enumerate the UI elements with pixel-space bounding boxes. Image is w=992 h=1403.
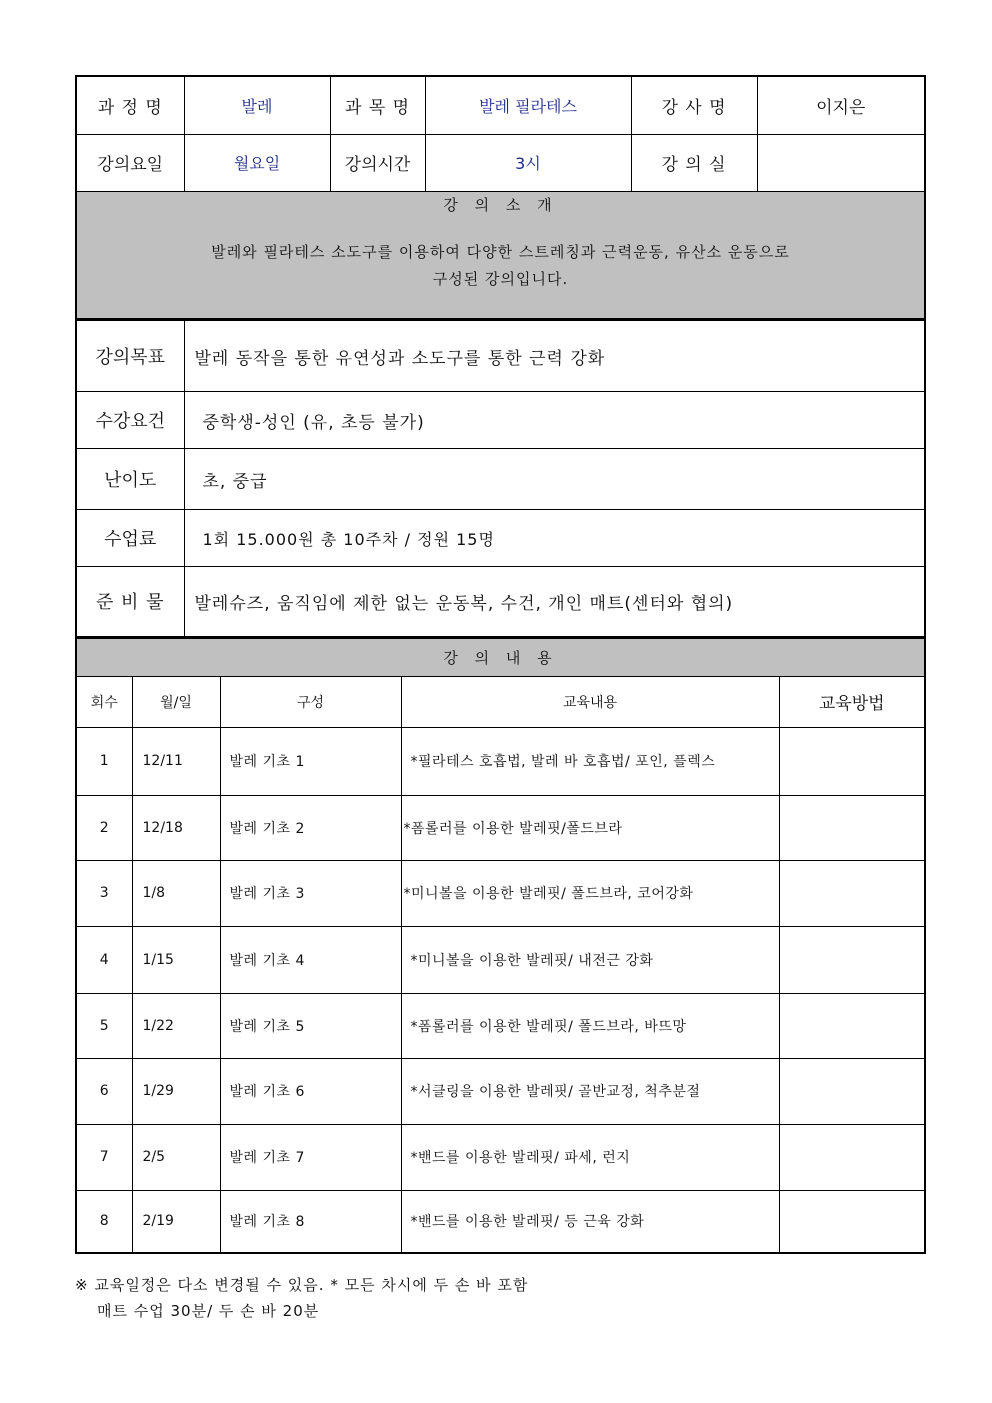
day-value: 월요일 bbox=[184, 134, 330, 191]
row-date: 1/29 bbox=[132, 1058, 220, 1124]
header-part: 구성 bbox=[220, 676, 401, 727]
materials-value: 발레슈즈, 움직임에 제한 없는 운동복, 수건, 개인 매트(센터와 협의) bbox=[184, 567, 925, 637]
row-date: 2/5 bbox=[132, 1124, 220, 1190]
row-no: 3 bbox=[76, 860, 132, 926]
materials-label: 준 비 물 bbox=[76, 567, 184, 637]
row-desc: *밴드를 이용한 발레핏/ 파세, 런지 bbox=[401, 1124, 779, 1190]
fee-value: 1회 15.000원 총 10주차 / 정원 15명 bbox=[184, 510, 925, 567]
table-row bbox=[76, 727, 925, 795]
table-row bbox=[76, 795, 925, 860]
requirement-label: 수강요건 bbox=[76, 392, 184, 449]
course-value: 발레 bbox=[184, 76, 330, 134]
row-method bbox=[779, 1124, 925, 1190]
row-desc: *미니볼을 이용한 발레핏/ 폴드브라, 코어강화 bbox=[401, 860, 779, 926]
row-part: 발레 기초 8 bbox=[220, 1190, 401, 1253]
intro-section bbox=[76, 191, 925, 319]
table-row bbox=[76, 993, 925, 1058]
row-method bbox=[779, 1190, 925, 1253]
row-desc: *필라테스 호흡법, 발레 바 호흡법/ 포인, 플렉스 bbox=[401, 727, 779, 795]
row-method bbox=[779, 993, 925, 1058]
content-table bbox=[75, 638, 926, 1255]
row-desc: *미니볼을 이용한 발레핏/ 내전근 강화 bbox=[401, 926, 779, 993]
instructor-value: 이지은 bbox=[757, 76, 925, 134]
row-date: 1/8 bbox=[132, 860, 220, 926]
intro-title: 강 의 소 개 bbox=[443, 195, 558, 214]
difficulty-value: 초, 중급 bbox=[184, 449, 925, 510]
row-part: 발레 기초 4 bbox=[220, 926, 401, 993]
row-part: 발레 기초 3 bbox=[220, 860, 401, 926]
course-label: 과 정 명 bbox=[76, 76, 184, 134]
row-no: 5 bbox=[76, 993, 132, 1058]
row-method bbox=[779, 1058, 925, 1124]
row-method bbox=[779, 727, 925, 795]
table-row bbox=[76, 860, 925, 926]
intro-line-2: 구성된 강의입니다. bbox=[432, 269, 569, 288]
row-date: 12/11 bbox=[132, 727, 220, 795]
row-desc: *폼롤러를 이용한 발레핏/ 폴드브라, 바뜨망 bbox=[401, 993, 779, 1058]
room-label: 강 의 실 bbox=[631, 134, 757, 191]
row-no: 6 bbox=[76, 1058, 132, 1124]
row-date: 1/22 bbox=[132, 993, 220, 1058]
row-desc: *서클링을 이용한 발레핏/ 골반교정, 척추분절 bbox=[401, 1058, 779, 1124]
row-method bbox=[779, 795, 925, 860]
info-table bbox=[75, 320, 926, 638]
intro-line-1: 발레와 필라테스 소도구를 이용하여 다양한 스트레칭과 근력운동, 유산소 운동으로 bbox=[211, 242, 790, 261]
row-method bbox=[779, 860, 925, 926]
table-row bbox=[76, 1190, 925, 1253]
goal-value: 발레 동작을 통한 유연성과 소도구를 통한 근력 강화 bbox=[184, 321, 925, 392]
header-table bbox=[75, 75, 926, 320]
content-title: 강 의 내 용 bbox=[76, 638, 925, 676]
subject-label: 과 목 명 bbox=[330, 76, 425, 134]
row-part: 발레 기초 1 bbox=[220, 727, 401, 795]
row-date: 2/19 bbox=[132, 1190, 220, 1253]
row-method bbox=[779, 926, 925, 993]
row-no: 4 bbox=[76, 926, 132, 993]
row-part: 발레 기초 2 bbox=[220, 795, 401, 860]
table-row bbox=[76, 1058, 925, 1124]
row-no: 8 bbox=[76, 1190, 132, 1253]
row-no: 2 bbox=[76, 795, 132, 860]
goal-label: 강의목표 bbox=[76, 321, 184, 392]
instructor-label: 강 사 명 bbox=[631, 76, 757, 134]
row-no: 1 bbox=[76, 727, 132, 795]
row-date: 1/15 bbox=[132, 926, 220, 993]
row-desc: *폼롤러를 이용한 발레핏/폴드브라 bbox=[401, 795, 779, 860]
table-row bbox=[76, 1124, 925, 1190]
header-no: 회수 bbox=[76, 676, 132, 727]
footnote-line-2: 매트 수업 30분/ 두 손 바 20분 bbox=[97, 1302, 320, 1320]
footnote bbox=[75, 1272, 528, 1324]
fee-label: 수업료 bbox=[76, 510, 184, 567]
difficulty-label: 난이도 bbox=[76, 449, 184, 510]
header-date: 월/일 bbox=[132, 676, 220, 727]
day-label: 강의요일 bbox=[76, 134, 184, 191]
time-label: 강의시간 bbox=[330, 134, 425, 191]
row-part: 발레 기초 6 bbox=[220, 1058, 401, 1124]
row-no: 7 bbox=[76, 1124, 132, 1190]
requirement-value: 중학생-성인 (유, 초등 불가) bbox=[184, 392, 925, 449]
header-desc: 교육내용 bbox=[401, 676, 779, 727]
row-desc: *밴드를 이용한 발레핏/ 등 근육 강화 bbox=[401, 1190, 779, 1253]
room-value bbox=[757, 134, 925, 191]
syllabus-document bbox=[75, 75, 924, 1254]
table-row bbox=[76, 926, 925, 993]
subject-value: 발레 필라테스 bbox=[425, 76, 631, 134]
row-date: 12/18 bbox=[132, 795, 220, 860]
header-method: 교육방법 bbox=[779, 676, 925, 727]
row-part: 발레 기초 7 bbox=[220, 1124, 401, 1190]
footnote-line-1: ※ 교육일정은 다소 변경될 수 있음. * 모든 차시에 두 손 바 포함 bbox=[75, 1276, 529, 1294]
row-part: 발레 기초 5 bbox=[220, 993, 401, 1058]
time-value: 3시 bbox=[425, 134, 631, 191]
